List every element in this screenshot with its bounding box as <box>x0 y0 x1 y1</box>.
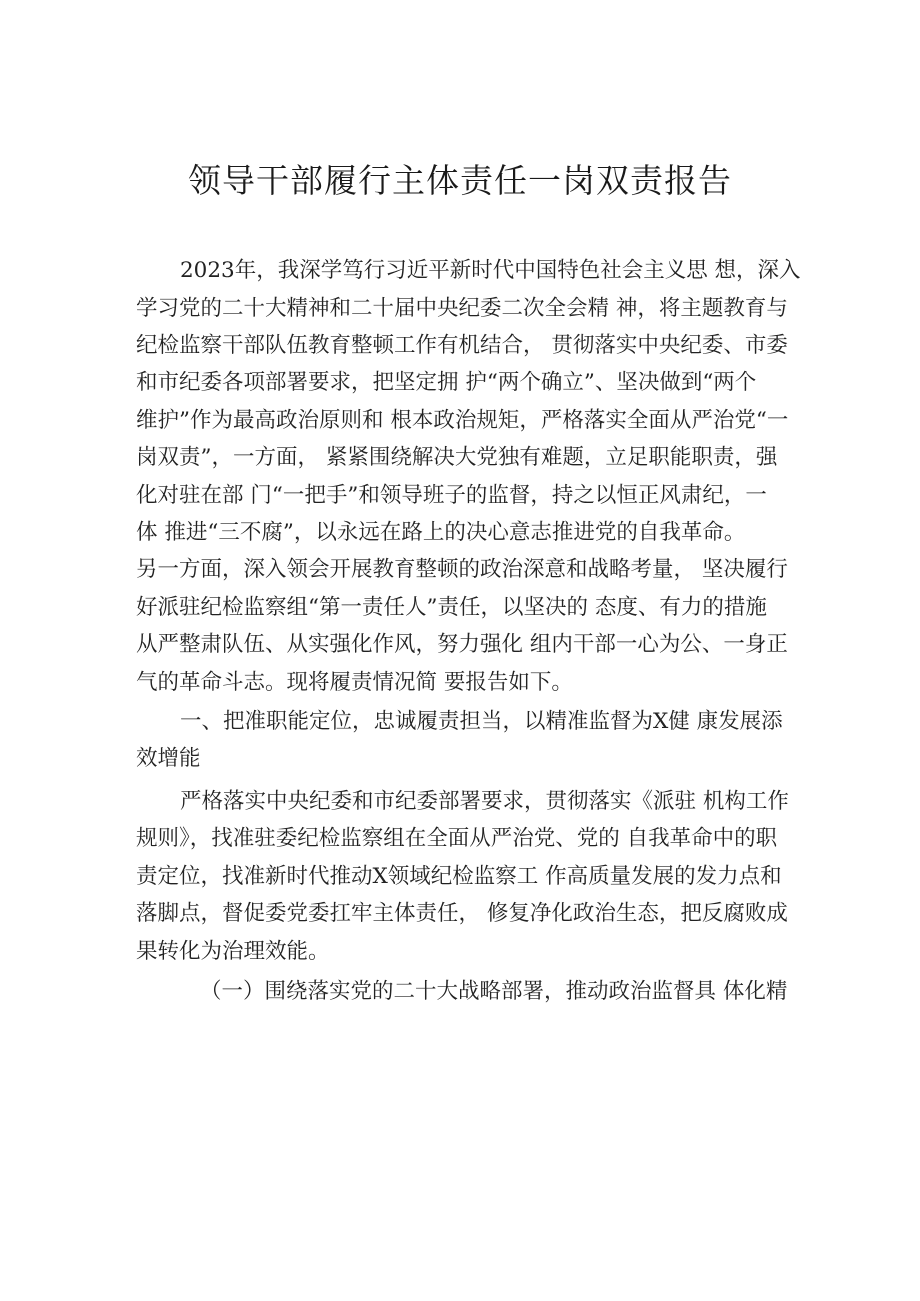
body-line-12: 气的革命斗志。现将履责情况简 要报告如下。 <box>136 670 573 695</box>
body-line-6: 岗双责”，一方面， 紧紧围绕解决大党独有难题，立足职能职责，强 <box>136 445 778 470</box>
body-line-7: 化对驻在部 门“一把手”和领导班子的监督，持之以恒正风肃纪，一 <box>136 483 767 508</box>
body-line-1: 2023年，我深学笃行习近平新时代中国特色社会主义思 想，深入 <box>180 258 801 283</box>
body-line-11: 从严整肃队伍、从实强化作风，努力强化 组内干部一心为公、一身正 <box>136 632 788 657</box>
subsection-heading-1: （一）围绕落实党的二十大战略部署，推动政治监督具 体化精 <box>200 979 788 1004</box>
body-line-15: 责定位，找准新时代推动X领域纪检监察工 作高质量发展的发力点和 <box>136 864 782 889</box>
body-line-14: 规则》，找准驻委纪检监察组在全面从严治党、党的 自我革命中的职 <box>136 826 778 851</box>
body-line-4: 和市纪委各项部署要求，把坚定拥 护“两个确立”、坚决做到“两个 <box>136 370 757 395</box>
section-heading-1-line-2: 效增能 <box>136 746 201 771</box>
body-line-9: 另一方面，深入领会开展教育整顿的政治深意和战略考量， 坚决履行 <box>136 557 788 582</box>
body-line-2: 学习党的二十大精神和二十届中央纪委二次全会精 神，将主题教育与 <box>136 296 788 321</box>
document-title: 领导干部履行主体责任一岗双责报告 <box>188 161 732 200</box>
body-line-3: 纪检监察干部队伍教育整顿工作有机结合， 贯彻落实中央纪委、市委 <box>136 333 788 358</box>
body-line-17: 果转化为治理效能。 <box>136 939 330 964</box>
section-heading-1-line-1: 一、把准职能定位，忠诚履责担当，以精准监督为X健 康发展添 <box>180 709 783 734</box>
body-line-16: 落脚点，督促委党委扛牢主体责任， 修复净化政治生态，把反腐败成 <box>136 901 788 926</box>
body-line-8: 体 推进“三不腐”，以永远在路上的决心意志推进党的自我革命。 <box>136 520 746 545</box>
body-line-13: 严格落实中央纪委和市纪委部署要求，贯彻落实《派驻 机构工作 <box>180 789 789 814</box>
body-line-10: 好派驻纪检监察组“第一责任人”责任，以坚决的 态度、有力的措施 <box>136 595 767 620</box>
body-line-5: 维护”作为最高政治原则和 根本政治规矩，严格落实全面从严治党“一 <box>136 408 789 433</box>
